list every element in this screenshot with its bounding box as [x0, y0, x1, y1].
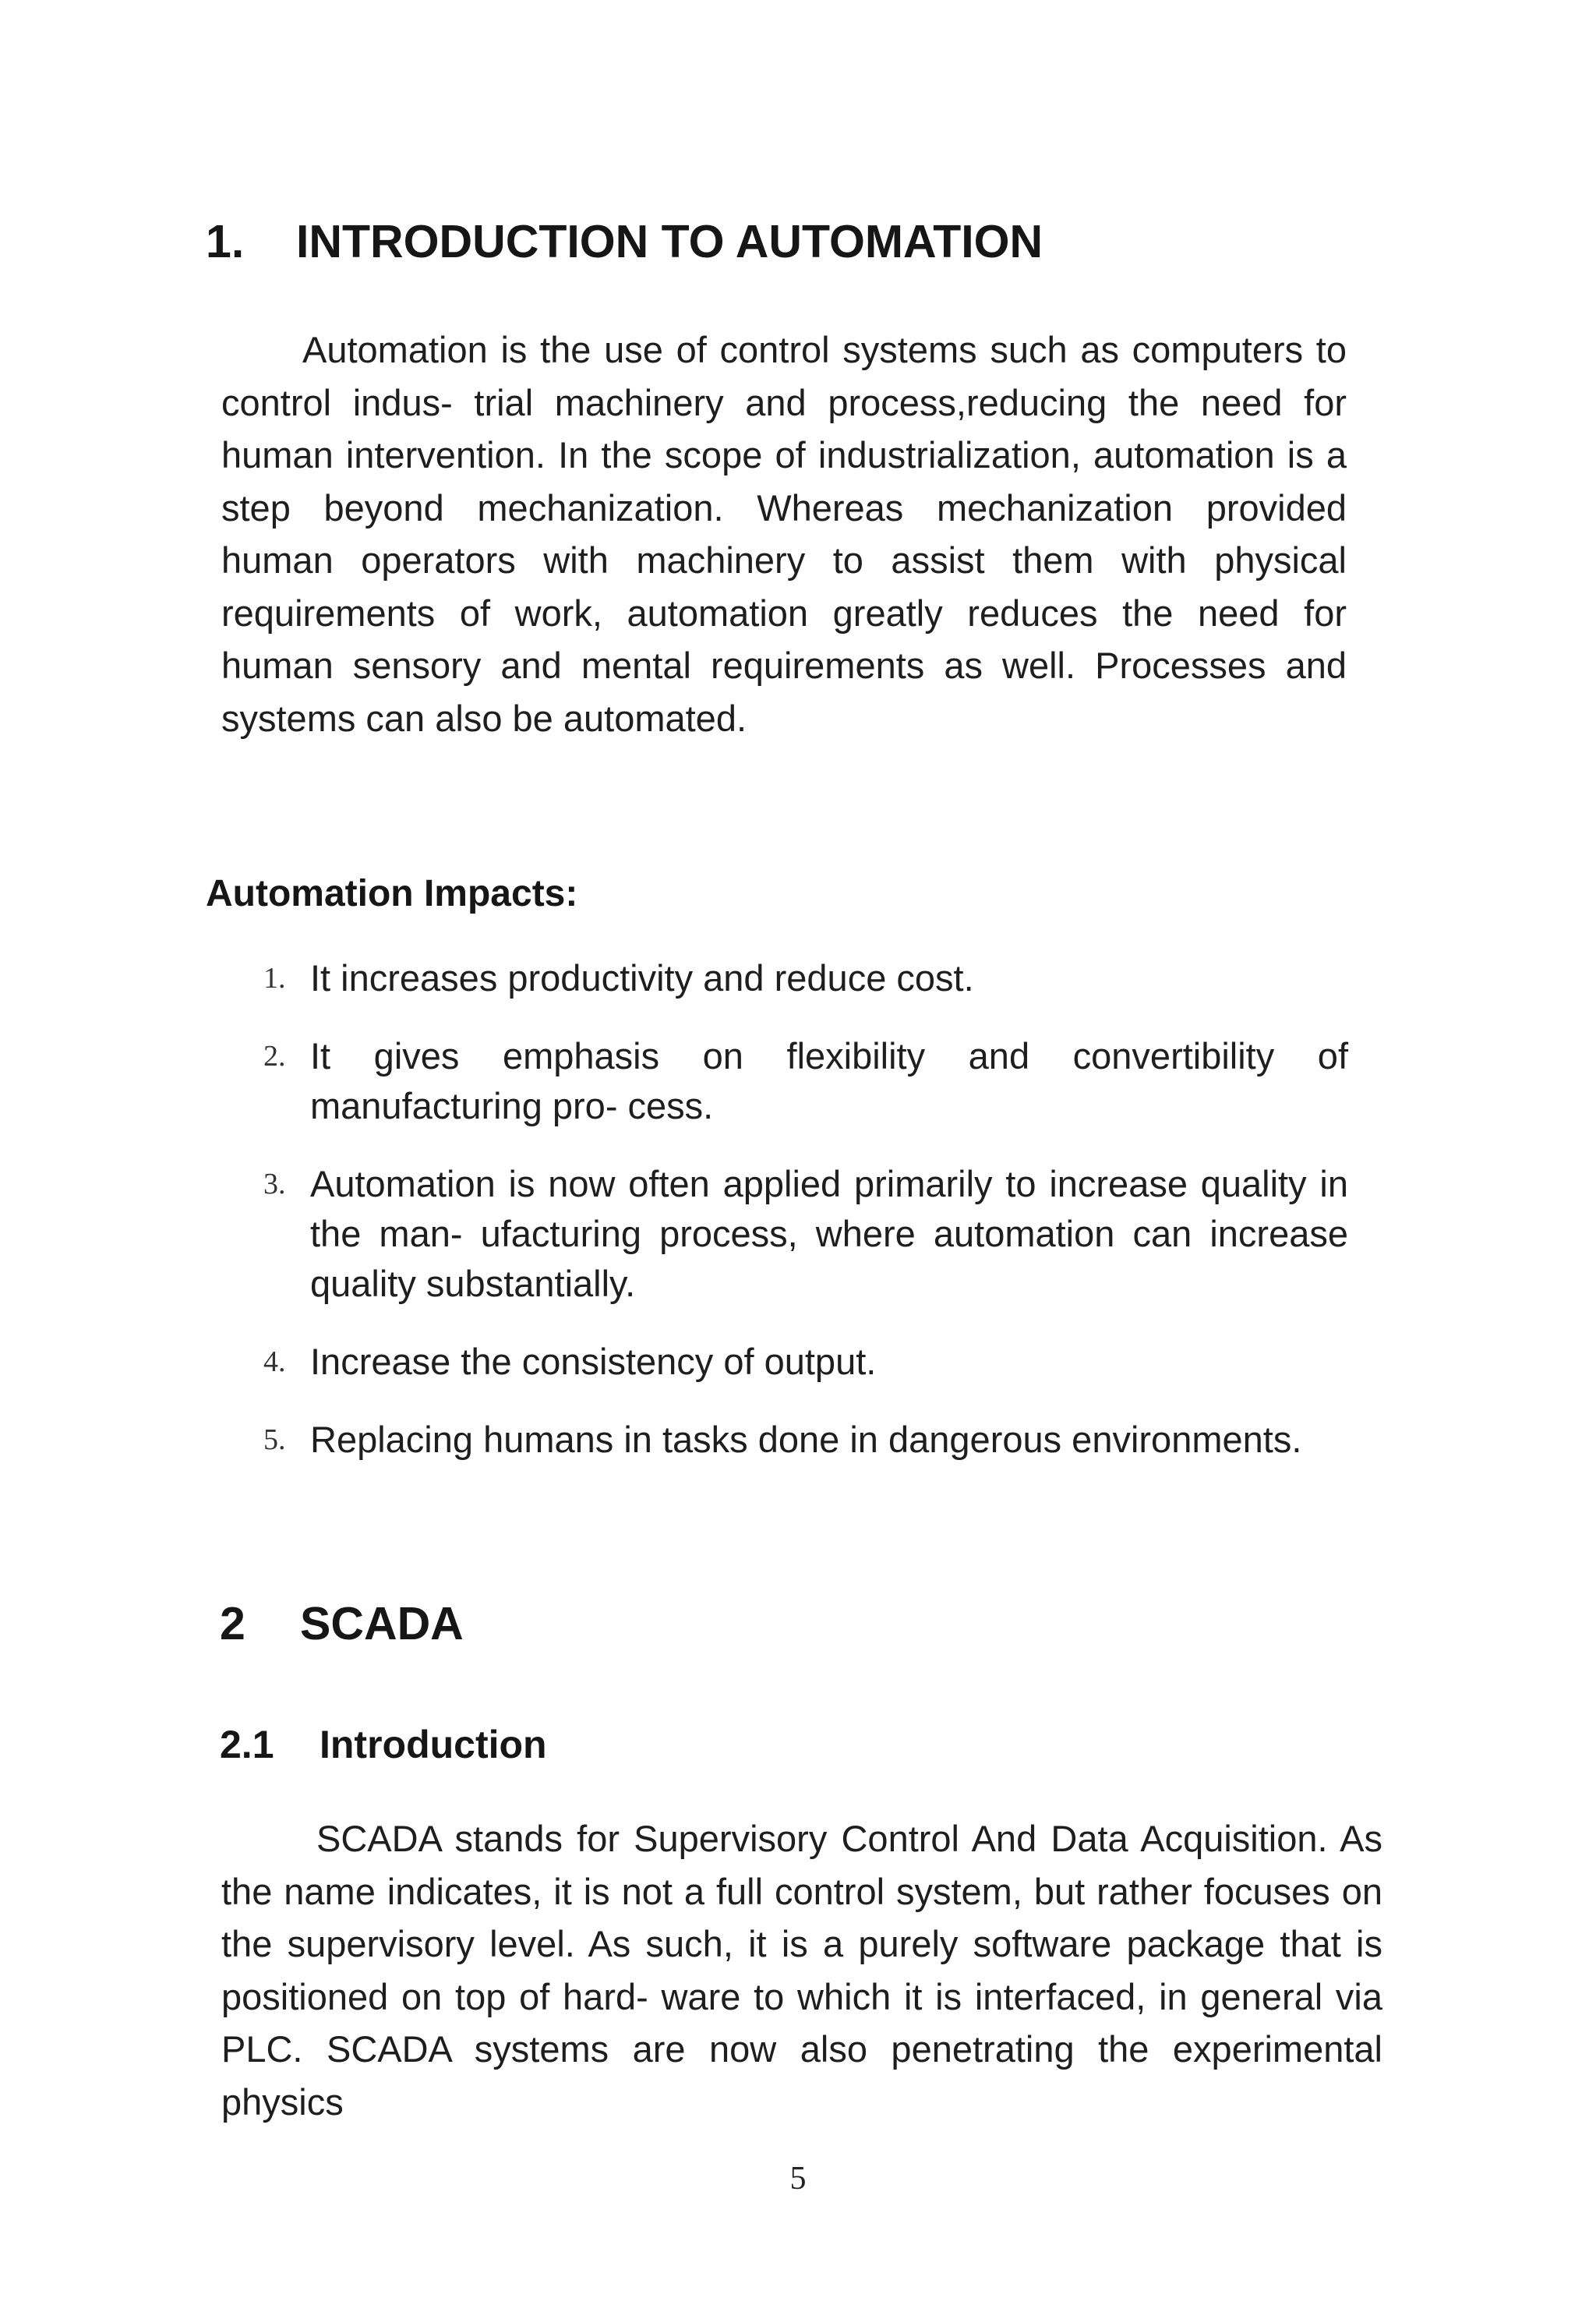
chapter-heading: [206, 210, 1043, 273]
list-item-text: Increase the consistency of output.: [310, 1341, 877, 1382]
list-item: [263, 1031, 1348, 1131]
automation-intro-paragraph: Automation is the use of control systems such as computers to control indus- trial machinery and process,reducing the need for human intervention. In the scope of industrialization, automation is a step beyond mechanization. Whereas mechanization provided human operators with machinery to assist them with physical requirements of work, automation greatly reduces the need for human sensory and mental requirements as well. Processes and systems can also be automated.: [221, 329, 1347, 739]
chapter-number: 1.: [206, 216, 245, 267]
list-item-text: Replacing humans in tasks done in dangerous environments.: [310, 1419, 1302, 1460]
section-heading: [220, 1593, 464, 1655]
list-item-number: 4.: [263, 1345, 286, 1378]
list-item: [263, 1337, 1348, 1387]
page-number: 5: [789, 2161, 807, 2197]
list-item-text: It increases productivity and reduce cost.: [310, 957, 974, 999]
chapter-title: INTRODUCTION TO AUTOMATION: [296, 216, 1043, 267]
section-title: SCADA: [300, 1598, 464, 1649]
list-item-text: It gives emphasis on flexibility and convertibility of manufacturing pro- cess.: [310, 1035, 1348, 1126]
list-item-text: Automation is now often applied primarily to increase quality in the man- ufacturing process, where automation can increase quality substantially.: [310, 1163, 1348, 1304]
list-item: [263, 1159, 1348, 1309]
list-item-number: 2.: [263, 1040, 286, 1073]
section-number: 2: [220, 1598, 245, 1649]
list-item: [263, 1415, 1348, 1465]
scada-intro-paragraph: SCADA stands for Supervisory Control And Data Acquisition. As the name indicates, it is not a full control system, but rather focuses on the supervisory level. As such, it is a purely software package that is positioned on top of hard- ware to which it is interfaced, in general via PLC. SCADA systems are now also penetrating the experimental physics: [221, 1818, 1382, 2123]
impacts-list: [263, 953, 1348, 1493]
subsection-number: 2.1: [220, 1723, 274, 1766]
list-item-number: 5.: [263, 1423, 286, 1456]
list-item-number: 3.: [263, 1168, 286, 1200]
impacts-heading: Automation Impacts:: [206, 873, 578, 914]
list-item-number: 1.: [263, 962, 286, 995]
subsection-title: Introduction: [320, 1723, 547, 1766]
list-item: [263, 953, 1348, 1003]
subsection-heading: [220, 1717, 547, 1772]
